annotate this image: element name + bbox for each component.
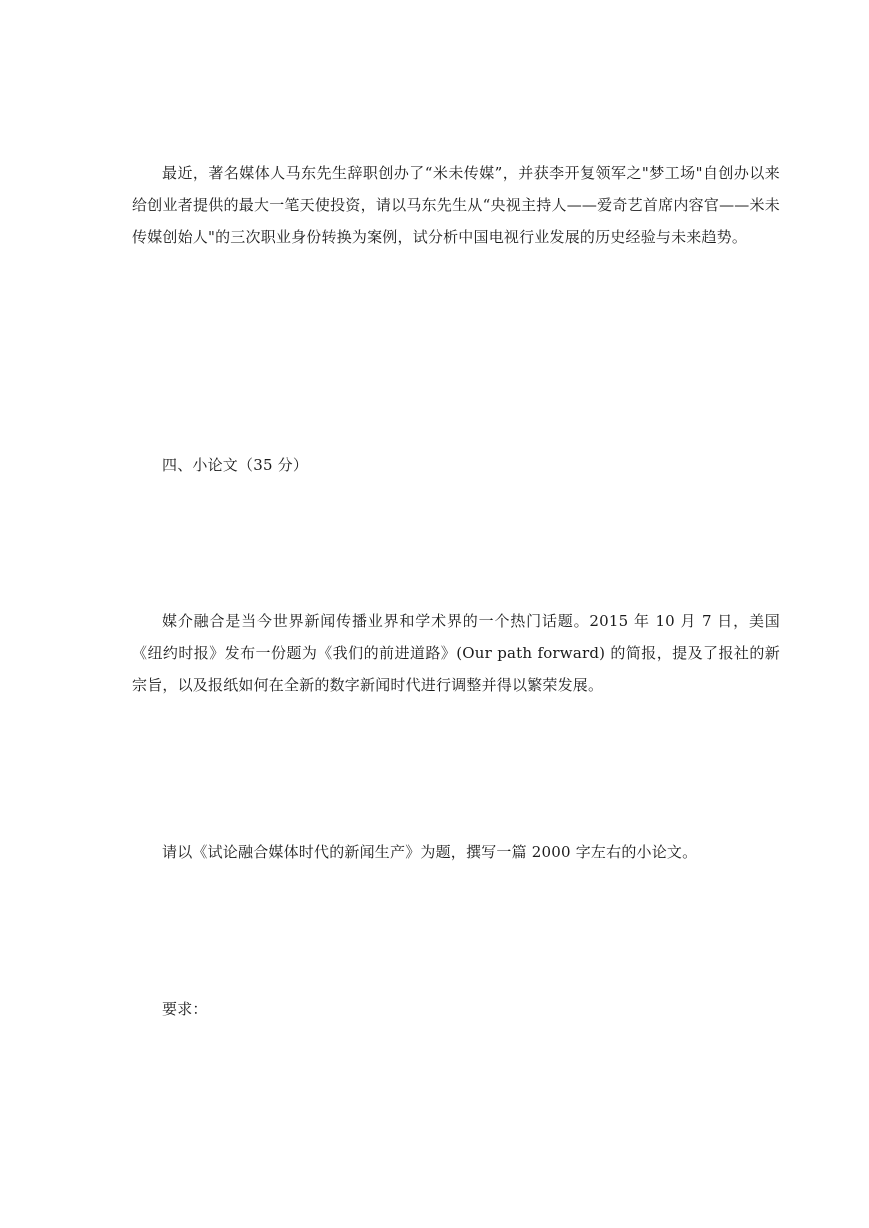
paragraph-media-convergence: 媒介融合是当今世界新闻传播业界和学术界的一个热门话题。2015 年 10 月 7 日，美国《纽约时报》发布一份题为《我们的前进道路》(Our path forward) 的简报，提及了报社的新宗旨，以及报纸如何在全新的数字新闻时代进行调整并得以繁荣发展。 xyxy=(132,612,780,694)
paragraph-essay-prompt: 请以《试论融合媒体时代的新闻生产》为题，撰写一篇 2000 字左右的小论文。 xyxy=(162,843,698,861)
paragraph-requirements: 要求： xyxy=(162,1000,208,1018)
paragraph-essay-question: 最近，著名媒体人马东先生辞职创办了“米未传媒”，并获李开复领军之"梦工场"自创办以来给创业者提供的最大一笔天使投资，请以马东先生从“央视主持人——爱奇艺首席内容官——米未传媒创始人"的三次职业身份转换为案例，试分析中国电视行业发展的历史经验与未来趋势。 xyxy=(132,164,780,246)
section-heading-short-essay: 四、小论文（35 分） xyxy=(162,456,309,474)
